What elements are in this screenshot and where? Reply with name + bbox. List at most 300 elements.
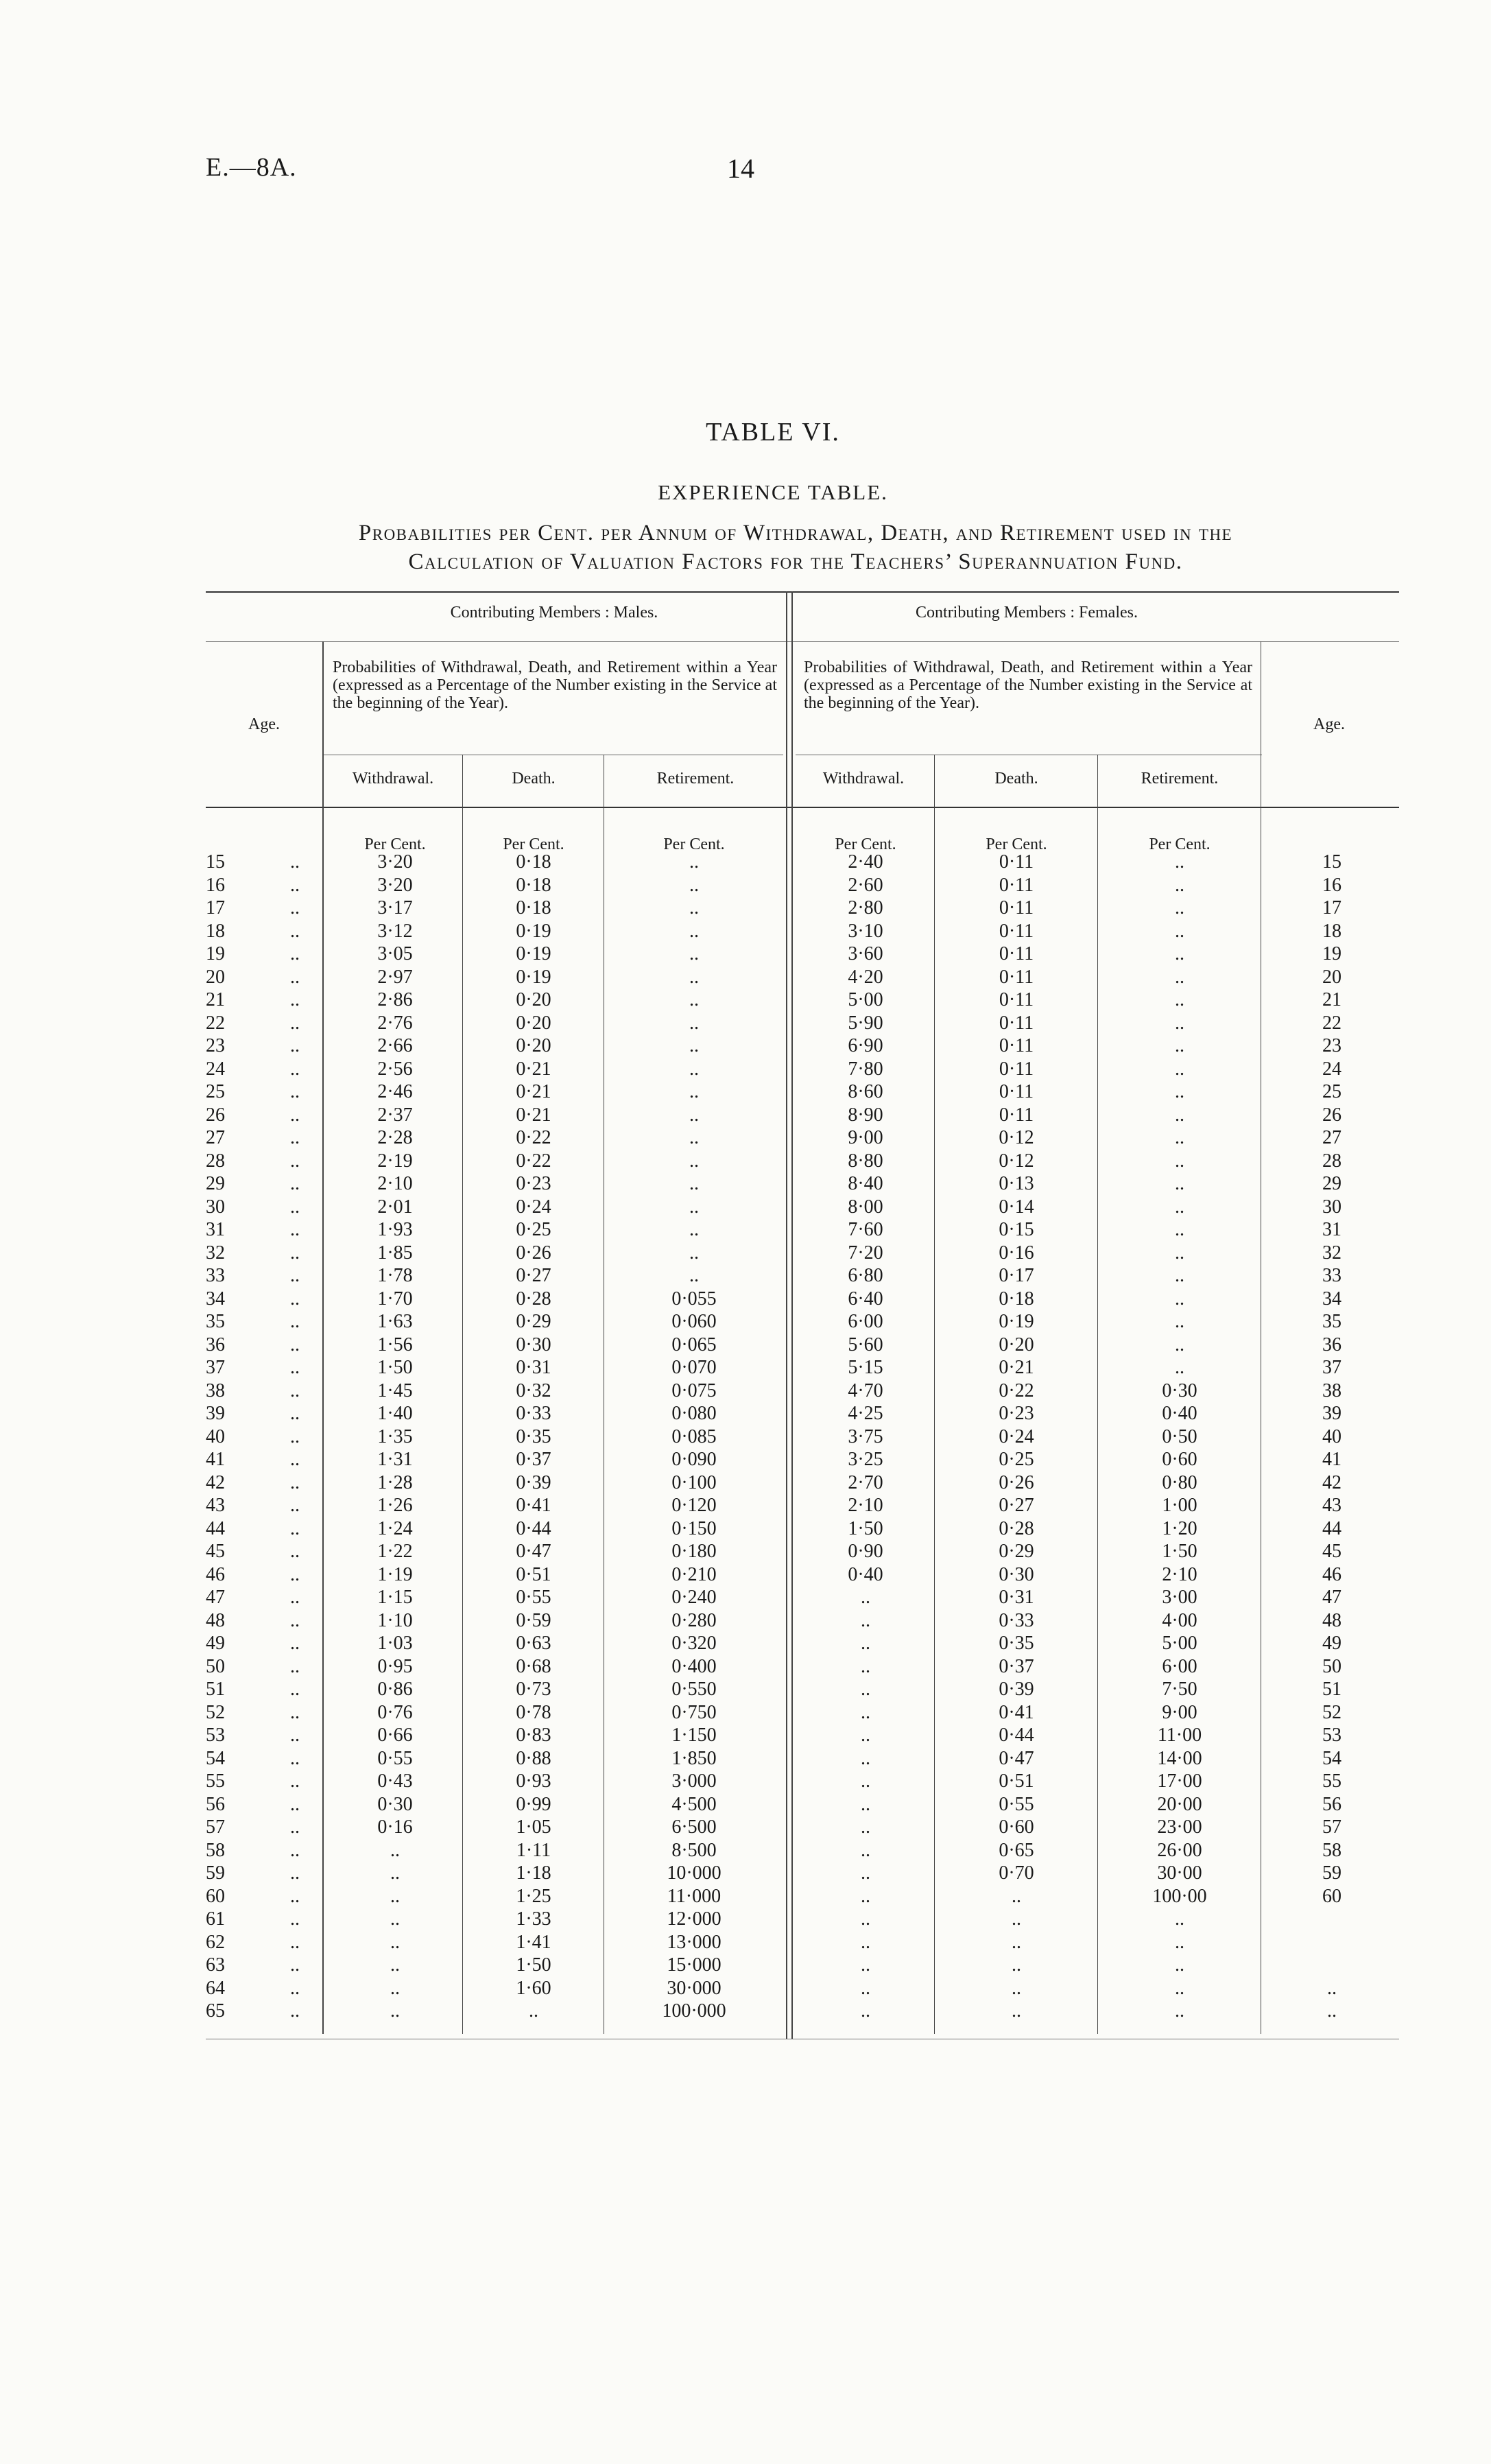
age-cell-right: 27 <box>1322 1127 1341 1148</box>
leader-dots: .. <box>290 1403 300 1424</box>
females-retirement-cell: .. <box>1175 1219 1184 1240</box>
females-retirement-cell: .. <box>1175 989 1184 1010</box>
age-cell-right: 22 <box>1322 1012 1341 1034</box>
females-withdrawal-cell: 5·00 <box>848 989 883 1010</box>
males-retirement-cell: .. <box>689 1242 699 1264</box>
table-row <box>0 1448 1491 1471</box>
table-row <box>0 1885 1491 1908</box>
males-retirement-cell: 0·550 <box>671 1679 717 1700</box>
males-death-cell: 0·20 <box>516 1035 551 1056</box>
males-retirement-cell: 0·240 <box>671 1587 717 1608</box>
females-withdrawal-cell: .. <box>861 1793 870 1815</box>
females-withdrawal-cell: 7·60 <box>848 1219 883 1240</box>
leader-dots: .. <box>290 1357 300 1378</box>
age-cell-right: .. <box>1327 1977 1337 1999</box>
table-row <box>0 1563 1491 1587</box>
females-withdrawal-header: Withdrawal. <box>822 770 905 787</box>
age-cell: 27 <box>206 1127 225 1148</box>
females-death-cell: 0·24 <box>999 1425 1034 1447</box>
age-cell-right: 28 <box>1322 1150 1341 1172</box>
males-retirement-cell: 6·500 <box>671 1816 717 1838</box>
age-cell-right: 58 <box>1322 1839 1341 1861</box>
table-row <box>0 988 1491 1012</box>
table-row <box>0 1793 1491 1816</box>
females-withdrawal-cell: 2·10 <box>848 1495 883 1516</box>
males-retirement-cell: .. <box>689 1012 699 1034</box>
age-cell: 42 <box>206 1471 225 1493</box>
females-death-cell: 0·55 <box>999 1793 1034 1815</box>
females-retirement-cell: 1·00 <box>1162 1495 1197 1516</box>
females-withdrawal-cell: .. <box>861 1977 870 1999</box>
age-cell: 44 <box>206 1517 225 1539</box>
males-withdrawal-cell: 1·35 <box>377 1425 413 1447</box>
age-cell-right: 23 <box>1322 1035 1341 1056</box>
males-withdrawal-cell: .. <box>390 1862 400 1884</box>
females-death-cell: 0·51 <box>999 1770 1034 1792</box>
age-cell: 65 <box>206 2000 225 2022</box>
males-retirement-cell: .. <box>689 989 699 1010</box>
males-retirement-cell: 0·180 <box>671 1541 717 1562</box>
age-cell-right: 41 <box>1322 1449 1341 1470</box>
females-retirement-cell: .. <box>1175 1954 1184 1976</box>
table-row <box>0 1218 1491 1242</box>
leader-dots: .. <box>290 1793 300 1815</box>
leader-dots: .. <box>290 1242 300 1264</box>
table-row <box>0 1517 1491 1541</box>
males-withdrawal-cell: 1·10 <box>377 1609 413 1631</box>
females-retirement-cell: .. <box>1175 1150 1184 1172</box>
table-row <box>0 1862 1491 1885</box>
males-retirement-cell: 10·000 <box>667 1862 721 1884</box>
females-withdrawal-cell: .. <box>861 1679 870 1700</box>
females-withdrawal-cell: 8·00 <box>848 1196 883 1218</box>
table-row <box>0 1770 1491 1793</box>
leader-dots: .. <box>290 1012 300 1034</box>
table-row <box>0 1540 1491 1563</box>
per-cent-label: Per Cent. <box>663 836 725 853</box>
leader-dots: .. <box>290 1839 300 1861</box>
females-withdrawal-cell: .. <box>861 1609 870 1631</box>
table-row <box>0 1034 1491 1058</box>
table-row <box>0 1012 1491 1035</box>
males-withdrawal-cell: 3·20 <box>377 851 413 873</box>
males-retirement-cell: 0·055 <box>671 1288 717 1310</box>
females-retirement-cell: .. <box>1175 1931 1184 1953</box>
females-death-cell: 0·26 <box>999 1471 1034 1493</box>
age-cell: 45 <box>206 1541 225 1562</box>
males-death-cell: 0·21 <box>516 1104 551 1126</box>
table-row <box>0 1471 1491 1495</box>
age-cell: 31 <box>206 1219 225 1240</box>
per-cent-label: Per Cent. <box>986 836 1047 853</box>
females-retirement-cell: 11·00 <box>1157 1725 1202 1746</box>
table-row <box>0 874 1491 897</box>
females-death-cell: 0·31 <box>999 1587 1034 1608</box>
females-withdrawal-cell: 6·40 <box>848 1288 883 1310</box>
females-retirement-cell: .. <box>1175 897 1184 919</box>
age-cell: 19 <box>206 943 225 964</box>
females-death-cell: 0·15 <box>999 1219 1034 1240</box>
males-withdrawal-cell: 0·43 <box>377 1770 413 1792</box>
table-row <box>0 1931 1491 1954</box>
females-death-cell: 0·22 <box>999 1379 1034 1401</box>
males-death-cell: 0·29 <box>516 1311 551 1332</box>
males-withdrawal-cell: 2·86 <box>377 989 413 1010</box>
females-withdrawal-cell: .. <box>861 1633 870 1654</box>
age-cell: 64 <box>206 1977 225 1999</box>
table-row <box>0 2000 1491 2023</box>
males-withdrawal-cell: 1·15 <box>377 1587 413 1608</box>
age-cell-right: 30 <box>1322 1196 1341 1218</box>
females-retirement-cell: 9·00 <box>1162 1701 1197 1723</box>
age-cell: 37 <box>206 1357 225 1378</box>
males-death-cell: 0·88 <box>516 1747 551 1769</box>
males-retirement-cell: .. <box>689 1173 699 1194</box>
age-cell: 24 <box>206 1058 225 1080</box>
males-retirement-cell: .. <box>689 1058 699 1080</box>
females-retirement-cell: .. <box>1175 2000 1184 2022</box>
females-withdrawal-cell: 9·00 <box>848 1127 883 1148</box>
females-withdrawal-cell: 3·75 <box>848 1425 883 1447</box>
females-retirement-cell: .. <box>1175 1288 1184 1310</box>
females-retirement-cell: .. <box>1175 1334 1184 1355</box>
leader-dots: .. <box>290 1334 300 1355</box>
females-death-cell: .. <box>1012 2000 1021 2022</box>
males-withdrawal-cell: 1·03 <box>377 1633 413 1654</box>
females-retirement-header: Retirement. <box>1141 770 1219 787</box>
age-cell: 20 <box>206 966 225 988</box>
age-cell-right: 40 <box>1322 1425 1341 1447</box>
age-cell: 34 <box>206 1288 225 1310</box>
age-cell-right: 50 <box>1322 1655 1341 1677</box>
females-withdrawal-cell: 7·20 <box>848 1242 883 1264</box>
females-death-cell: 0·47 <box>999 1747 1034 1769</box>
age-cell: 59 <box>206 1862 225 1884</box>
table-row <box>0 1150 1491 1173</box>
age-cell: 58 <box>206 1839 225 1861</box>
females-retirement-cell: 6·00 <box>1162 1655 1197 1677</box>
males-death-cell: 0·18 <box>516 897 551 919</box>
table-row <box>0 1196 1491 1219</box>
females-withdrawal-cell: 7·80 <box>848 1058 883 1080</box>
males-retirement-cell: 0·280 <box>671 1609 717 1631</box>
age-cell: 30 <box>206 1196 225 1218</box>
females-withdrawal-cell: 6·90 <box>848 1035 883 1056</box>
females-withdrawal-cell: .. <box>861 1885 870 1907</box>
females-retirement-cell: .. <box>1175 1265 1184 1286</box>
age-cell: 36 <box>206 1334 225 1355</box>
age-cell: 47 <box>206 1587 225 1608</box>
females-retirement-cell: .. <box>1175 1242 1184 1264</box>
age-cell-right: 25 <box>1322 1081 1341 1102</box>
age-cell: 56 <box>206 1793 225 1815</box>
females-withdrawal-cell: .. <box>861 1839 870 1861</box>
leader-dots: .. <box>290 1425 300 1447</box>
table-row <box>0 851 1491 874</box>
males-withdrawal-cell: 0·16 <box>377 1816 413 1838</box>
per-cent-label: Per Cent. <box>1149 836 1210 853</box>
males-retirement-cell: 0·060 <box>671 1311 717 1332</box>
males-death-cell: 0·19 <box>516 966 551 988</box>
males-retirement-cell: 11·000 <box>667 1885 721 1907</box>
females-death-cell: 0·17 <box>999 1265 1034 1286</box>
table-row <box>0 1126 1491 1150</box>
males-withdrawal-cell: 1·22 <box>377 1541 413 1562</box>
males-retirement-cell: .. <box>689 943 699 964</box>
females-retirement-cell: .. <box>1175 1058 1184 1080</box>
females-retirement-cell: .. <box>1175 1311 1184 1332</box>
males-retirement-cell: .. <box>689 1081 699 1102</box>
males-death-cell: 0·47 <box>516 1541 551 1562</box>
females-withdrawal-cell: 3·10 <box>848 920 883 942</box>
females-withdrawal-cell: .. <box>861 2000 870 2022</box>
males-withdrawal-cell: 3·12 <box>377 920 413 942</box>
leader-dots: .. <box>290 1471 300 1493</box>
age-cell: 62 <box>206 1931 225 1953</box>
table-row <box>0 1288 1491 1311</box>
leader-dots: .. <box>290 989 300 1010</box>
leader-dots: .. <box>290 1931 300 1953</box>
age-cell-right: 43 <box>1322 1495 1341 1516</box>
females-withdrawal-cell: 8·90 <box>848 1104 883 1126</box>
leader-dots: .. <box>290 874 300 896</box>
males-retirement-cell: .. <box>689 851 699 873</box>
males-withdrawal-cell: 0·30 <box>377 1793 413 1815</box>
males-death-cell: 0·25 <box>516 1219 551 1240</box>
females-withdrawal-cell: .. <box>861 1655 870 1677</box>
females-death-cell: 0·37 <box>999 1655 1034 1677</box>
caption-line-2: Calculation of Valuation Factors for the Teachers’ Superannuation Fund. <box>408 549 1183 574</box>
age-cell: 43 <box>206 1495 225 1516</box>
males-death-cell: 0·93 <box>516 1770 551 1792</box>
males-retirement-cell: 8·500 <box>671 1839 717 1861</box>
leader-dots: .. <box>290 1288 300 1310</box>
males-withdrawal-cell: 2·56 <box>377 1058 413 1080</box>
females-retirement-cell: 4·00 <box>1162 1609 1197 1631</box>
females-retirement-cell: 30·00 <box>1157 1862 1202 1884</box>
males-retirement-cell: .. <box>689 1127 699 1148</box>
females-death-cell: 0·18 <box>999 1288 1034 1310</box>
age-header-left: Age. <box>248 715 280 733</box>
leader-dots: .. <box>290 1747 300 1769</box>
age-cell-right: 16 <box>1322 874 1341 896</box>
males-retirement-cell: 100·000 <box>662 2000 726 2022</box>
females-retirement-cell: 5·00 <box>1162 1633 1197 1654</box>
males-withdrawal-cell: 2·01 <box>377 1196 413 1218</box>
males-retirement-cell: 0·090 <box>671 1449 717 1470</box>
females-death-cell: 0·14 <box>999 1196 1034 1218</box>
males-death-cell: 0·18 <box>516 851 551 873</box>
document-code: E.—8A. <box>206 153 297 182</box>
age-cell-right: 49 <box>1322 1633 1341 1654</box>
age-cell-right: 48 <box>1322 1609 1341 1631</box>
table-row <box>0 1908 1491 1931</box>
leader-dots: .. <box>290 1173 300 1194</box>
leader-dots: .. <box>290 943 300 964</box>
age-cell-right: 21 <box>1322 989 1341 1010</box>
table-row <box>0 1655 1491 1679</box>
leader-dots: .. <box>290 1150 300 1172</box>
females-retirement-cell: .. <box>1175 943 1184 964</box>
females-death-cell: 0·12 <box>999 1127 1034 1148</box>
males-description: Probabilities of Withdrawal, Death, and Retirement within a Year (expressed as a Percentage of the Number existing in the Service at the beginning of the Year). <box>333 659 777 712</box>
females-withdrawal-cell: 8·40 <box>848 1173 883 1194</box>
table-row <box>0 1402 1491 1425</box>
females-withdrawal-cell: .. <box>861 1725 870 1746</box>
males-withdrawal-cell: 1·28 <box>377 1471 413 1493</box>
table-row <box>0 1334 1491 1357</box>
females-death-cell: 0·35 <box>999 1633 1034 1654</box>
leader-dots: .. <box>290 1517 300 1539</box>
males-retirement-cell: .. <box>689 920 699 942</box>
males-withdrawal-cell: 1·50 <box>377 1357 413 1378</box>
males-death-cell: 0·30 <box>516 1334 551 1355</box>
males-withdrawal-cell: 0·95 <box>377 1655 413 1677</box>
males-withdrawal-cell: 1·63 <box>377 1311 413 1332</box>
table-row <box>0 1425 1491 1449</box>
age-cell: 51 <box>206 1679 225 1700</box>
females-retirement-cell: 17·00 <box>1157 1770 1202 1792</box>
age-cell: 46 <box>206 1563 225 1585</box>
age-cell-right: 60 <box>1322 1885 1341 1907</box>
males-group-header: Contributing Members : Males. <box>450 604 658 621</box>
males-retirement-cell: 30·000 <box>667 1977 721 1999</box>
age-cell-right: 20 <box>1322 966 1341 988</box>
leader-dots: .. <box>290 2000 300 2022</box>
table-row <box>0 1977 1491 2000</box>
males-death-cell: 0·33 <box>516 1403 551 1424</box>
leader-dots: .. <box>290 1587 300 1608</box>
males-death-cell: 1·60 <box>516 1977 551 1999</box>
males-retirement-cell: .. <box>689 1150 699 1172</box>
age-cell-right: 59 <box>1322 1862 1341 1884</box>
females-withdrawal-cell: 5·60 <box>848 1334 883 1355</box>
age-cell: 22 <box>206 1012 225 1034</box>
leader-dots: .. <box>290 920 300 942</box>
leader-dots: .. <box>290 851 300 873</box>
males-withdrawal-cell: 1·26 <box>377 1495 413 1516</box>
males-withdrawal-cell: .. <box>390 1885 400 1907</box>
males-death-cell: .. <box>529 2000 538 2022</box>
females-death-header: Death. <box>994 770 1038 787</box>
males-retirement-cell: .. <box>689 874 699 896</box>
leader-dots: .. <box>290 1725 300 1746</box>
leader-dots: .. <box>290 1633 300 1654</box>
males-retirement-cell: 3·000 <box>671 1770 717 1792</box>
males-death-cell: 1·50 <box>516 1954 551 1976</box>
age-cell: 25 <box>206 1081 225 1102</box>
males-retirement-cell: 0·065 <box>671 1334 717 1355</box>
table-row <box>0 1379 1491 1403</box>
females-death-cell: 0·11 <box>999 897 1034 919</box>
age-cell: 16 <box>206 874 225 896</box>
age-cell-right: 36 <box>1322 1334 1341 1355</box>
males-retirement-cell: .. <box>689 897 699 919</box>
females-retirement-cell: .. <box>1175 1357 1184 1378</box>
males-retirement-cell: 0·080 <box>671 1403 717 1424</box>
age-cell: 35 <box>206 1311 225 1332</box>
per-cent-label: Per Cent. <box>503 836 564 853</box>
age-cell-right: 44 <box>1322 1517 1341 1539</box>
leader-dots: .. <box>290 1563 300 1585</box>
caption-line-1: Probabilities per Cent. per Annum of Withdrawal, Death, and Retirement used in the <box>358 521 1233 545</box>
leader-dots: .. <box>290 1265 300 1286</box>
males-withdrawal-cell: 0·66 <box>377 1725 413 1746</box>
table-row <box>0 1678 1491 1701</box>
males-death-cell: 0·24 <box>516 1196 551 1218</box>
age-cell-right: 24 <box>1322 1058 1341 1080</box>
females-withdrawal-cell: 3·60 <box>848 943 883 964</box>
females-death-cell: 0·19 <box>999 1311 1034 1332</box>
leader-dots: .. <box>290 1885 300 1907</box>
males-death-cell: 0·18 <box>516 874 551 896</box>
age-cell: 32 <box>206 1242 225 1264</box>
females-retirement-cell: 1·20 <box>1162 1517 1197 1539</box>
males-retirement-cell: 0·210 <box>671 1563 717 1585</box>
males-withdrawal-cell: 1·85 <box>377 1242 413 1264</box>
males-death-cell: 0·22 <box>516 1127 551 1148</box>
females-death-cell: 0·30 <box>999 1563 1034 1585</box>
age-cell-right: 45 <box>1322 1541 1341 1562</box>
males-withdrawal-cell: 0·86 <box>377 1679 413 1700</box>
males-retirement-cell: .. <box>689 1196 699 1218</box>
males-retirement-cell: 15·000 <box>667 1954 721 1976</box>
age-cell: 29 <box>206 1173 225 1194</box>
age-cell: 52 <box>206 1701 225 1723</box>
females-withdrawal-cell: 5·90 <box>848 1012 883 1034</box>
females-retirement-cell: .. <box>1175 851 1184 873</box>
males-death-cell: 1·25 <box>516 1885 551 1907</box>
age-cell: 39 <box>206 1403 225 1424</box>
males-death-cell: 0·59 <box>516 1609 551 1631</box>
males-death-cell: 0·68 <box>516 1655 551 1677</box>
leader-dots: .. <box>290 897 300 919</box>
females-retirement-cell: .. <box>1175 1127 1184 1148</box>
age-cell-right: 15 <box>1322 851 1341 873</box>
males-death-cell: 1·11 <box>516 1839 551 1861</box>
age-cell-right: 26 <box>1322 1104 1341 1126</box>
females-retirement-cell: .. <box>1175 1035 1184 1056</box>
females-death-cell: 0·11 <box>999 920 1034 942</box>
table-row <box>0 1632 1491 1655</box>
males-death-cell: 1·41 <box>516 1931 551 1953</box>
table-row <box>0 1172 1491 1196</box>
column-header-rule <box>206 807 1399 808</box>
females-retirement-cell: .. <box>1175 1977 1184 1999</box>
males-withdrawal-cell: .. <box>390 1908 400 1930</box>
males-retirement-cell: 0·750 <box>671 1701 717 1723</box>
females-death-cell: 0·65 <box>999 1839 1034 1861</box>
leader-dots: .. <box>290 1609 300 1631</box>
females-retirement-cell: 0·50 <box>1162 1425 1197 1447</box>
table-row <box>0 1104 1491 1127</box>
males-withdrawal-cell: 3·20 <box>377 874 413 896</box>
females-death-cell: 0·11 <box>999 1081 1034 1102</box>
age-header-right: Age. <box>1313 715 1345 733</box>
males-retirement-cell: 4·500 <box>671 1793 717 1815</box>
females-death-cell: .. <box>1012 1954 1021 1976</box>
males-withdrawal-cell: 1·19 <box>377 1563 413 1585</box>
leader-dots: .. <box>290 1379 300 1401</box>
table-row <box>0 1264 1491 1288</box>
females-retirement-cell: 100·00 <box>1152 1885 1207 1907</box>
page-header <box>206 152 1276 193</box>
group-header-rule <box>206 641 1399 642</box>
age-cell: 38 <box>206 1379 225 1401</box>
males-retirement-cell: 0·070 <box>671 1357 717 1378</box>
males-death-cell: 0·39 <box>516 1471 551 1493</box>
females-retirement-cell: 2·10 <box>1162 1563 1197 1585</box>
